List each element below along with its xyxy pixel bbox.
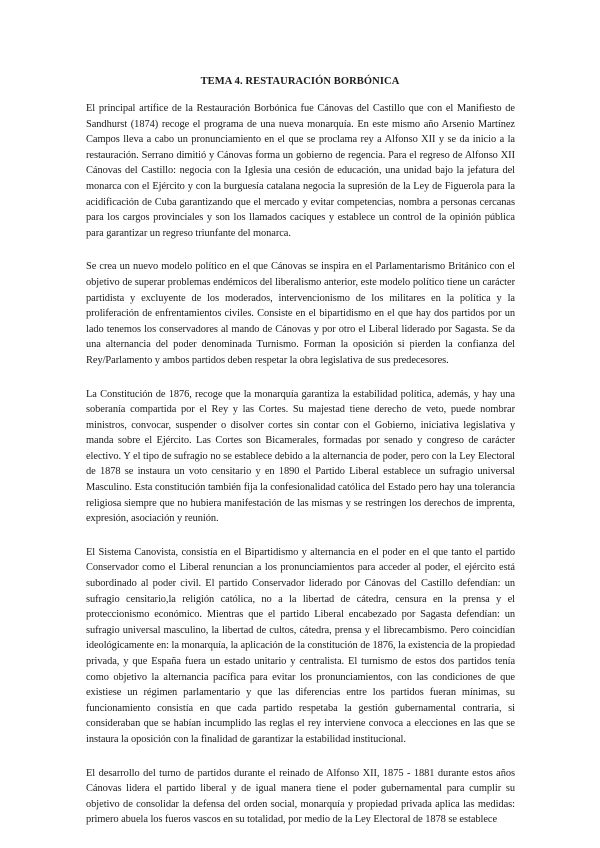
paragraph-sistema-canovista: El Sistema Canovista, consistía en el Bipartidismo y alternancia en el poder en el que tanto el partido Conservador como el Liberal renuncian a los pronunciamientos para acceder al poder, el ejército está subordinado al poder civil. El partido Conservador liderado por Cánovas del Castillo defendían: un sufragio censitario,la religión católica, no a la libertad de cátedra, censura en la prensa y el proteccionismo económico. Mientras que el partido Liberal encabezado por Sagasta defendían: un sufragio universal masculino, la libertad de cultos, cátedra, prensa y el librecambismo. Pero coincidían ideológicamente en: la monarquía, la aplicación de la constitución de 1876, la existencia de la propiedad privada, y que España fuera un estado unitario y centralista. El turnismo de estos dos partidos tenía como objetivo la alternancia pacífica para evitar los pronunciamientos, con las condiciones de que existiese un régimen parlamentario y que las diferencias entre los partidos fueran mínimas, su funcionamiento consistía en que cada partido respetaba la gestión gubernamental contraria, si consideraban que se habían incumplido las reglas el rey interviene convoca a elecciones en las que se instaura la oposición con la finalidad de garantizar la estabilidad institucional. (86, 546, 515, 745)
document-title: TEMA 4. RESTAURACIÓN BORBÓNICA (200, 76, 400, 87)
document-body (86, 101, 515, 846)
paragraph-constitucion-1876: La Constitución de 1876, recoge que la monarquía garantiza la estabilidad política, además, y hay una soberanía compartida por el Rey y las Cortes. Su majestad tiene derecho de veto, puede nombrar ministros, convocar, suspender o disolver cortes sin contar con el Gobierno, iniciativa legislativa y manda sobre el Ejército. Las Cortes son Bicamerales, formadas por senado y congreso de carácter electivo. Y el tipo de sufragio no se establece debido a la alternancia de poder, pero con la Ley Electoral de 1878 se instaura un voto censitario y en 1890 el Partido Liberal establece un sufragio universal Masculino. Esta constitución también fija la confesionalidad católica del Estado pero hay una tolerancia religiosa siempre que no hubiera manifestación de las mismas y se restringen los derechos de imprenta, expresión, asociación y reunión. (86, 388, 515, 525)
paragraph-modelo-politico: Se crea un nuevo modelo político en el que Cánovas se inspira en el Parlamentarismo Británico con el objetivo de superar problemas endémicos del liberalismo anterior, este modelo político tiene un carácter partidista y excluyente de los moderados, intervencionismo de los militares en la política y la proliferación de enfrentamientos civiles. Consiste en el bipartidismo en el que hay dos partidos por un lado tenemos los conservadores al mando de Cánovas y por otro el Liberal liderado por Sagasta. Se da una alternancia del poder denominada Turnismo. Forman la oposición si pierden la confianza del Rey/Parlamento y ambos partidos deben respetar la obra legislativa de sus predecesores. (86, 261, 515, 366)
paragraph-restauracion: El principal artífice de la Restauración Borbónica fue Cánovas del Castillo que con el Manifiesto de Sandhurst (1874) recoge el programa de una nueva monarquía. En este mismo año Arsenio Martínez Campos lleva a cabo un pronunciamiento en el que se proclama rey a Alfonso XII y se da inicio a la restauración. Serrano dimitió y Cánovas forma un gobierno de regencia. Para el regreso de Alfonso XII Cánovas del Castillo: negocia con la Iglesia una cesión de educación, una unidad bajo la jefatura del monarca con el Ejército y con la burguesía catalana negocia la supresión de la Ley de Figuerola para la acidificación de Cuba garantizando que el mercado y evitar competencias, nombra a personas cercanas para los cargos provinciales y son los llamados caciques y establece un control de la opinión pública para garantizar un regreso triunfante del monarca. (86, 103, 515, 239)
paragraph-turno-partidos: El desarrollo del turno de partidos durante el reinado de Alfonso XII, 1875 - 1881 durante estos años Cánovas lidera el partido liberal y de igual manera tiene el poder gubernamental para cumplir su objetivo de consolidar la defensa del orden social, monarquía y propiedad privada aplica las medidas: primero abuela los fueros vascos en su totalidad, por medio de la Ley Electoral de 1878 se establece (86, 767, 515, 826)
